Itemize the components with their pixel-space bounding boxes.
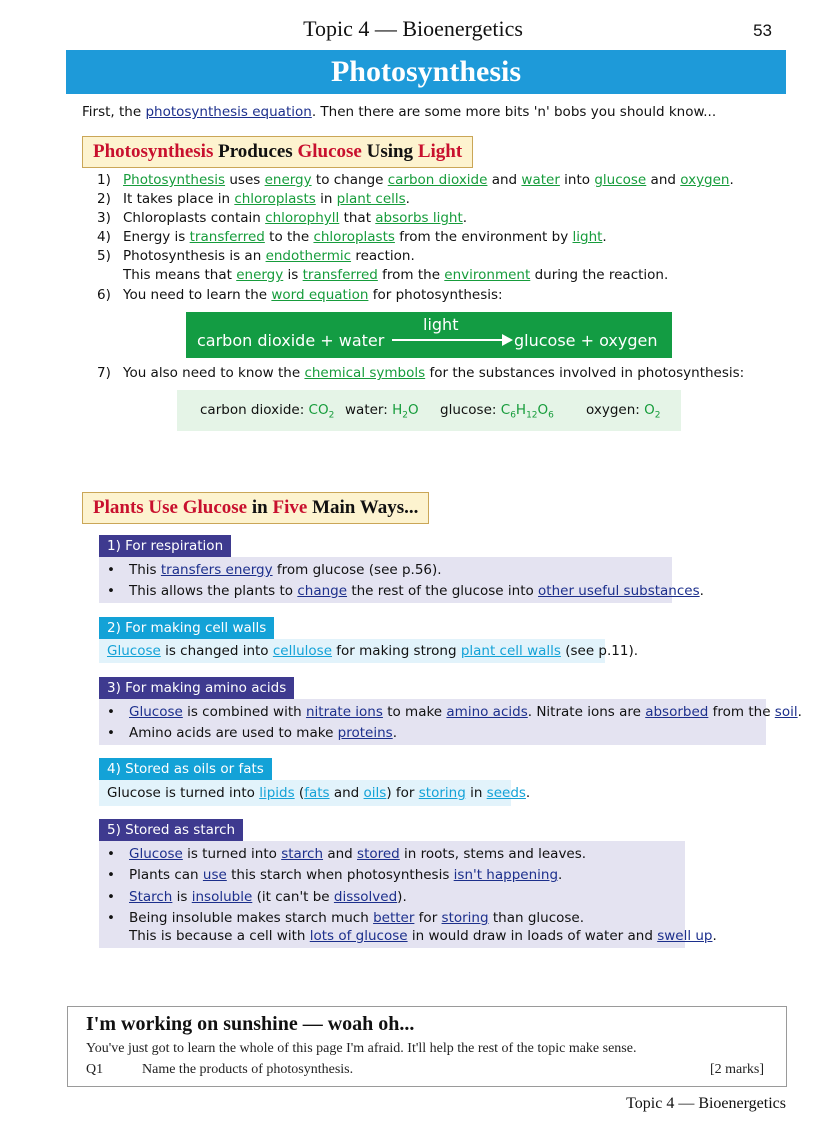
summary-title: I'm working on sunshine — woah oh...: [86, 1013, 415, 1035]
photosynthesis-facts-list: [97, 172, 745, 412]
list-item: • Being insoluble makes starch much better for storing than glucose.: [107, 910, 585, 926]
list-item: • Plants can use this starch when photosynthesis isn't happening.: [107, 867, 563, 883]
way-label-cell-walls: 2) For making cell walls: [99, 617, 274, 639]
symbol-carbon-dioxide: carbon dioxide: $CO_2$: [200, 402, 335, 421]
chemical-symbols-box: [177, 390, 681, 431]
page-title: Photosynthesis: [66, 50, 786, 94]
list-item: • This transfers energy from glucose (see p.56).: [107, 562, 442, 578]
equation-reactants: carbon dioxide + water: [197, 331, 385, 350]
intro-text: First, the photosynthesis equation. Then there are some more bits 'n' bobs you should know...: [82, 104, 717, 120]
way-panel-respiration: [99, 557, 704, 603]
list-item-continuation: This is because a cell with lots of glucose in would draw in loads of water and swell up.: [129, 928, 717, 944]
list-item-continuation: This means that energy is transferred from the environment during the reaction.: [123, 267, 669, 283]
list-item: • This allows the plants to change the rest of the glucose into other useful substances.: [107, 583, 704, 599]
question-marks: [2 marks]: [709, 1062, 764, 1077]
arrowhead-icon: [502, 334, 513, 346]
symbol-water: water: $H_2O$: [345, 402, 419, 421]
way-label-starch: 5) Stored as starch: [99, 819, 243, 841]
question-number: Q1: [86, 1062, 104, 1077]
question-text: Name the products of photosynthesis.: [142, 1062, 354, 1077]
list-item: 1) Photosynthesis uses energy to change carbon dioxide and water into glucose and oxygen.: [97, 172, 734, 188]
running-footer: Topic 4 — Bioenergetics: [626, 1095, 786, 1112]
symbol-oxygen: oxygen: $O_2$: [586, 402, 661, 421]
list-item: • Glucose is combined with nitrate ions to make amino acids. Nitrate ions are absorbed from the soil.: [107, 704, 802, 720]
list-item: 2) It takes place in chloroplasts in plant cells.: [97, 191, 410, 207]
list-item: • Starch is insoluble (it can't be dissolved).: [107, 889, 407, 905]
running-header: Topic 4 — Bioenergetics: [303, 16, 523, 41]
section-heading-glucose-uses: Plants Use Glucose in Five Main Ways...: [82, 492, 429, 524]
way-text: Glucose is changed into cellulose for making strong plant cell walls (see p.11).: [107, 643, 639, 659]
section-heading-photosynthesis: Photosynthesis Produces Glucose Using Light: [82, 136, 473, 168]
list-item: 3) Chloroplasts contain chlorophyll that absorbs light.: [97, 210, 468, 226]
way-panel-starch: [99, 841, 717, 948]
reaction-arrow-icon: [392, 339, 504, 341]
way-panel-oils-fats: [99, 780, 531, 806]
summary-box: [67, 1006, 787, 1087]
list-item: • Amino acids are used to make proteins.: [107, 725, 397, 741]
list-item: 6) You need to learn the word equation for photosynthesis:: [97, 287, 503, 303]
list-item: 4) Energy is transferred to the chloroplasts from the environment by light.: [97, 229, 607, 245]
intro-link: photosynthesis equation: [145, 104, 312, 120]
way-text: Glucose is turned into lipids (fats and oils) for storing in seeds.: [107, 785, 531, 801]
way-label-oils-fats: 4) Stored as oils or fats: [99, 758, 272, 780]
way-panel-cell-walls: [99, 639, 639, 663]
page-number: 53: [753, 21, 772, 40]
word-equation: [186, 312, 672, 358]
list-item: 5) Photosynthesis is an endothermic reaction.: [97, 248, 415, 264]
symbol-glucose: glucose: $C_6H_{12}O_6$: [440, 402, 554, 421]
way-label-amino-acids: 3) For making amino acids: [99, 677, 294, 699]
list-item: • Glucose is turned into starch and stored in roots, stems and leaves.: [107, 846, 587, 862]
way-panel-amino-acids: [99, 699, 802, 745]
equation-condition: light: [423, 315, 459, 334]
way-label-respiration: 1) For respiration: [99, 535, 231, 557]
equation-products: glucose + oxygen: [514, 331, 658, 350]
list-item: 7) You also need to know the chemical symbols for the substances involved in photosynthesis:: [97, 365, 745, 381]
summary-text: You've just got to learn the whole of this page I'm afraid. It'll help the rest of the topic make sense.: [86, 1041, 637, 1056]
